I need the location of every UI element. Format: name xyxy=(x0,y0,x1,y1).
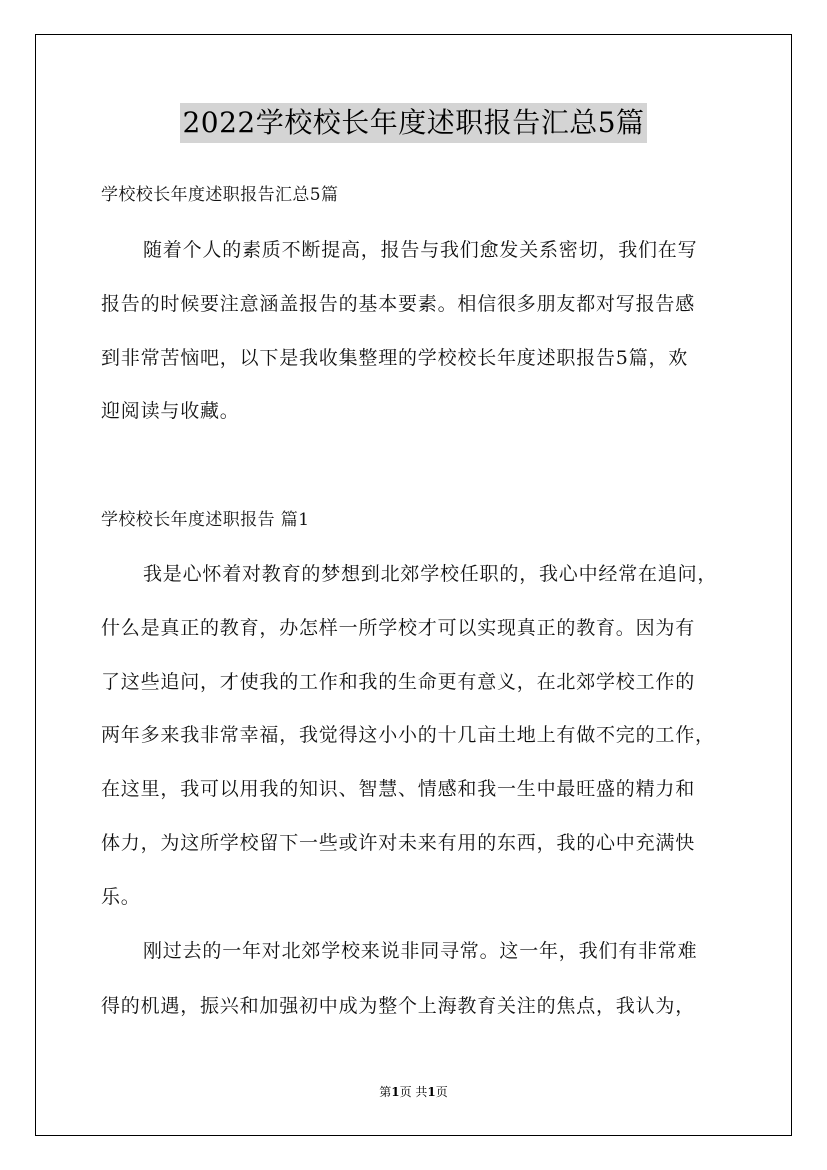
paragraph-line: 刚过去的一年对北郊学校来说非同寻常。这一年，我们有非常难 xyxy=(143,940,698,962)
paragraph-line: 我是心怀着对教育的梦想到北郊学校任职的，我心中经常在追问， xyxy=(143,563,718,585)
paragraph-line: 得的机遇，振兴和加强初中成为整个上海教育关注的焦点，我认为， xyxy=(101,995,696,1017)
intro-line: 报告的时候要注意涵盖报告的基本要素。相信很多朋友都对写报告感 xyxy=(101,293,696,315)
document-subtitle: 学校校长年度述职报告汇总5篇 xyxy=(101,185,339,205)
page-footer xyxy=(0,1084,827,1100)
paragraph-line: 了这些追问，才使我的工作和我的生命更有意义，在北郊学校工作的 xyxy=(101,671,696,693)
section-heading: 学校校长年度述职报告 篇1 xyxy=(101,510,310,530)
paragraph-line: 体力，为这所学校留下一些或许对未来有用的东西，我的心中充满快 xyxy=(101,832,696,854)
document-title: 2022学校校长年度述职报告汇总5篇 xyxy=(180,103,646,143)
footer-page-number: 1 xyxy=(391,1085,400,1099)
paragraph-line: 两年多来我非常幸福，我觉得这小小的十几亩土地上有做不完的工作， xyxy=(101,724,715,746)
intro-line: 随着个人的素质不断提高，报告与我们愈发关系密切，我们在写 xyxy=(143,239,698,261)
footer-suffix: 页 xyxy=(435,1085,448,1099)
paragraph-line: 乐。 xyxy=(101,886,141,908)
footer-prefix: 第 xyxy=(379,1085,392,1099)
intro-line: 迎阅读与收藏。 xyxy=(101,400,240,422)
paragraph-line: 什么是真正的教育，办怎样一所学校才可以实现真正的教育。因为有 xyxy=(101,617,696,639)
intro-line: 到非常苦恼吧，以下是我收集整理的学校校长年度述职报告5篇，欢 xyxy=(101,347,689,369)
footer-mid: 页 共 xyxy=(399,1085,428,1099)
paragraph-line: 在这里，我可以用我的知识、智慧、情感和我一生中最旺盛的精力和 xyxy=(101,778,696,800)
title-container xyxy=(0,103,827,143)
footer-page-total: 1 xyxy=(427,1085,436,1099)
